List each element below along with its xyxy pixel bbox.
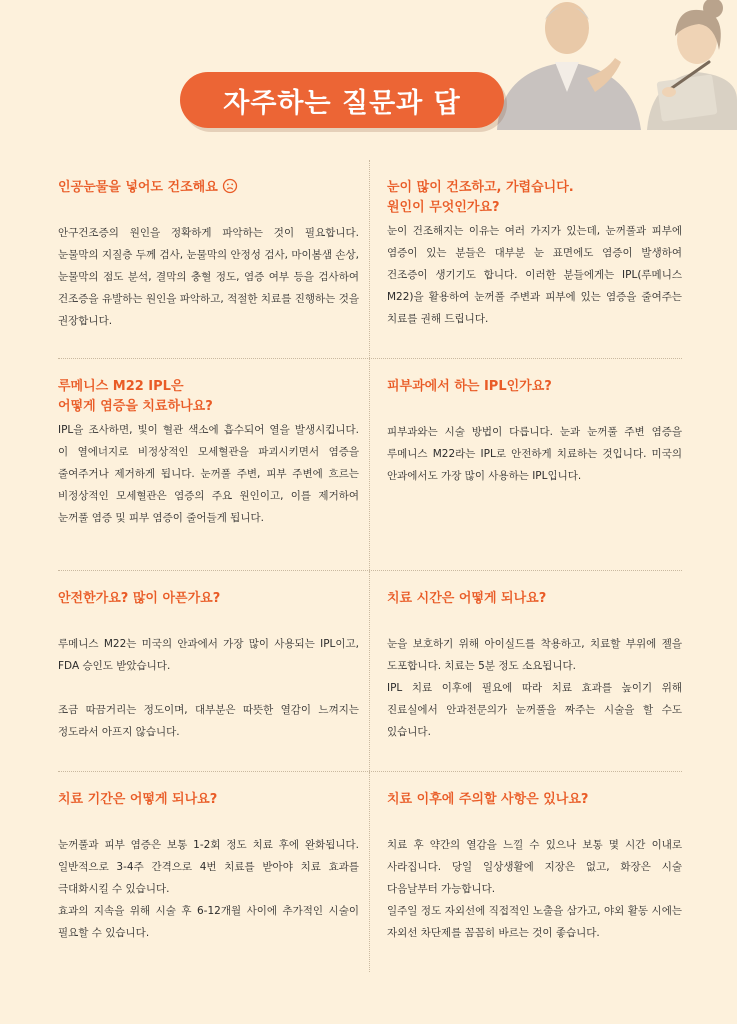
page-title: 자주하는 질문과 답 <box>223 87 461 119</box>
faq-answer: 피부과와는 시술 방법이 다릅니다. 눈과 눈꺼풀 주변 염증을 루메니스 M22라는 IPL로 안전하게 치료하는 것입니다. 미국의 안과에서도 가장 많이 사용하는 IPL입니다. <box>387 426 682 482</box>
faq-answer: 안구건조증의 원인을 정확하게 파악하는 것이 필요합니다. 눈물막의 지질층 두께 검사, 눈물막의 안정성 검사, 마이봄샘 손상, 눈물막의 점도 분석, 결막의 충혈 정도, 염증 여부 등을 검사하여 건조증을 유발하는 원인을 파악하고, 적절한 치료를 진행하는 것을 권장합니다. <box>58 227 359 327</box>
faq-question: 인공눈물을 넣어도 건조해요 <box>58 178 359 198</box>
faq-grid <box>58 160 682 972</box>
sad-face-icon <box>222 178 238 194</box>
faq-question: 루메니스 M22 IPL은 어떻게 염증을 치료하나요? <box>58 379 213 414</box>
page-title-banner <box>180 72 504 128</box>
faq-answer: IPL을 조사하면, 빛이 혈관 색소에 흡수되어 열을 발생시킵니다. 이 열에너지로 비정상적인 모세혈관을 파괴시키면서 염증을 줄여주거나 제거하게 됩니다. 눈꺼풀 주변, 피부 주변에 흐르는 비정상적인 모세혈관은 염증의 주요 원인이고, 이를 제거하여 눈꺼풀 염증 및 피부 염증이 줄어들게 됩니다. <box>58 424 359 524</box>
faq-answer: 효과의 지속을 위해 시술 후 6-12개월 사이에 추가적인 시술이 필요할 수 있습니다. <box>58 905 359 939</box>
faq-item <box>58 772 370 972</box>
faq-question: 안전한가요? 많이 아픈가요? <box>58 591 221 606</box>
faq-answer: 치료 후 약간의 열감을 느낄 수 있으나 보통 몇 시간 이내로 사라집니다. 당일 일상생활에 지장은 없고, 화장은 시술 다음날부터 가능합니다. <box>387 839 682 895</box>
faq-question: 치료 이후에 주의할 사항은 있나요? <box>387 792 589 807</box>
faq-answer: 눈꺼풀과 피부 염증은 보통 1-2회 정도 치료 후에 완화됩니다. 일반적으로 3-4주 간격으로 4번 치료를 받아야 치료 효과를 극대화시킬 수 있습니다. <box>58 839 359 895</box>
faq-item <box>58 359 370 570</box>
faq-answer: 조금 따끔거리는 정도이며, 대부분은 따뜻한 열감이 느껴지는 정도라서 아프지 않습니다. <box>58 704 359 738</box>
faq-item <box>58 160 370 358</box>
faq-item <box>370 571 682 771</box>
faq-item <box>58 571 370 771</box>
faq-answer: 눈이 건조해지는 이유는 여러 가지가 있는데, 눈꺼풀과 피부에 염증이 있는 분들은 대부분 눈 표면에도 염증이 발생하여 건조증이 생기기도 합니다. 이러한 분들에게는 IPL(루메니스 M22)을 활용하여 눈꺼풀 주변과 피부에 있는 염증을 줄여주는 치료를 권해 드립니다. <box>387 225 682 325</box>
faq-question: 치료 시간은 어떻게 되나요? <box>387 591 547 606</box>
faq-question: 눈이 많이 건조하고, 가렵습니다. 원인이 무엇인가요? <box>387 180 574 215</box>
faq-answer: 일주일 정도 자외선에 직접적인 노출을 삼가고, 야외 활동 시에는 자외선 차단제를 꼼꼼히 바르는 것이 좋습니다. <box>387 905 682 939</box>
faq-question: 치료 기간은 어떻게 되나요? <box>58 792 218 807</box>
faq-answer: 눈을 보호하기 위해 아이실드를 착용하고, 치료할 부위에 젤을 도포합니다. 치료는 5분 정도 소요됩니다. <box>387 638 682 672</box>
faq-answer: 루메니스 M22는 미국의 안과에서 가장 많이 사용되는 IPL이고, FDA 승인도 받았습니다. <box>58 638 359 672</box>
faq-question: 피부과에서 하는 IPL인가요? <box>387 379 552 394</box>
faq-item <box>370 359 682 570</box>
faq-item <box>370 160 682 358</box>
faq-answer: IPL 치료 이후에 필요에 따라 치료 효과를 높이기 위해 진료실에서 안과전문의가 눈꺼풀을 짜주는 시술을 할 수도 있습니다. <box>387 682 682 738</box>
faq-item <box>370 772 682 972</box>
